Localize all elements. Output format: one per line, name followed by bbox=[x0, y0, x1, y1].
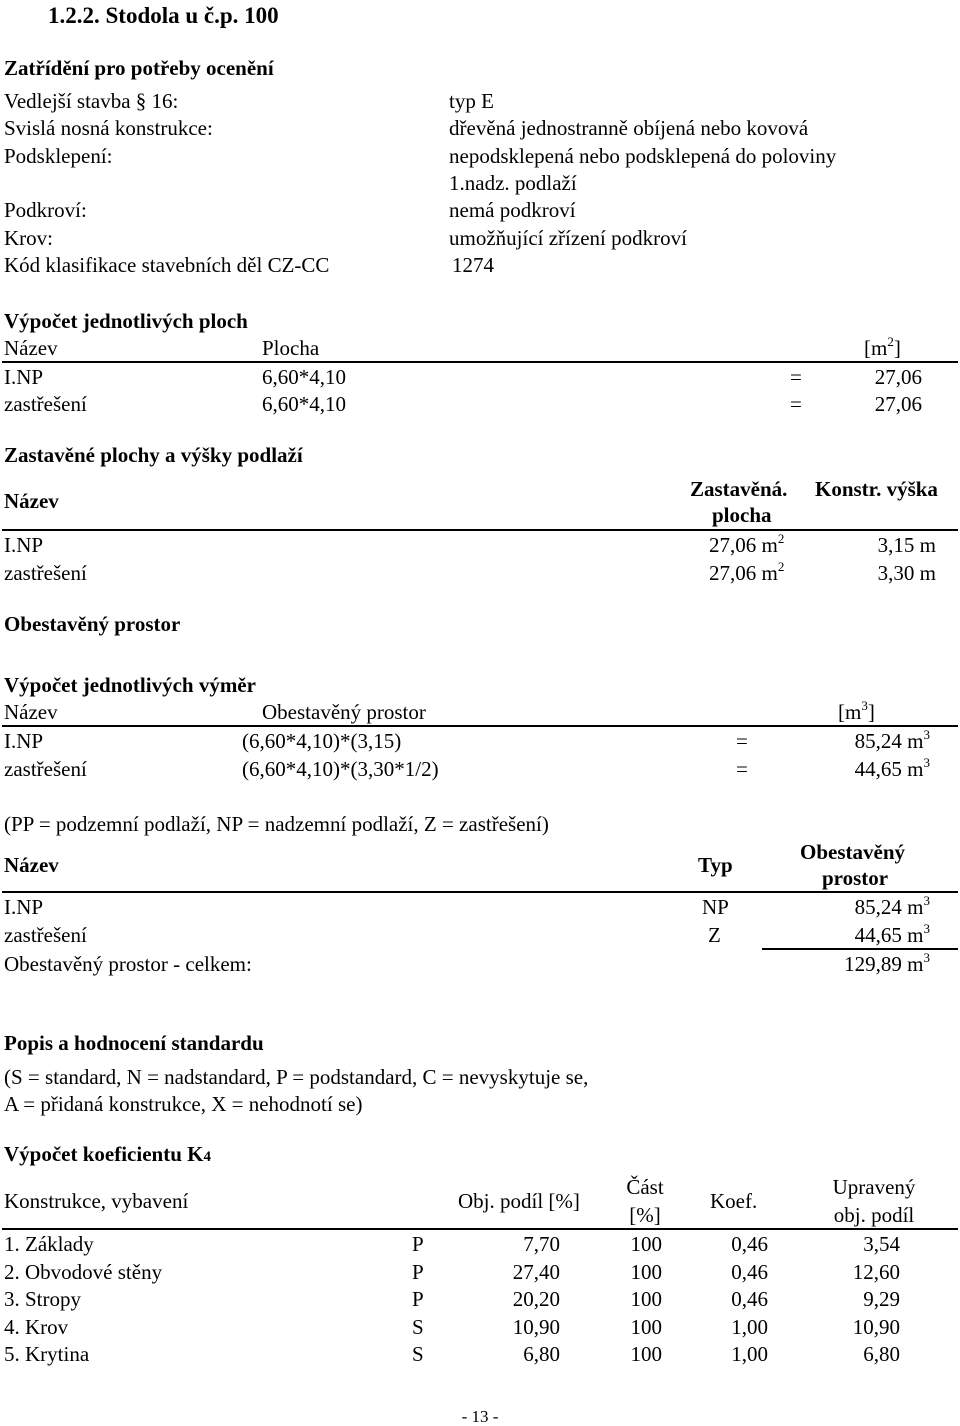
k4-row-4-part: 100 bbox=[630, 1315, 662, 1339]
areas-col-name: Název bbox=[4, 336, 58, 360]
k4-row-2-share: 27,40 bbox=[512, 1260, 560, 1284]
volumes-row-2-eq: = bbox=[736, 757, 748, 781]
k4-row-4-name: 4. Krov bbox=[4, 1315, 69, 1339]
k4-row-5-share: 6,80 bbox=[523, 1342, 560, 1366]
class-label-krov: Krov: bbox=[4, 226, 53, 250]
areas-col-plocha: Plocha bbox=[262, 336, 320, 360]
areas-row-1-name: I.NP bbox=[4, 365, 44, 389]
built-col-area-1: Zastavěná. bbox=[690, 477, 788, 501]
page-number: - 13 - bbox=[461, 1407, 499, 1426]
summary-total-label: Obestavěný prostor - celkem: bbox=[4, 952, 252, 976]
standard-title: Popis a hodnocení standardu bbox=[4, 1031, 264, 1055]
volumes-row-1-eq: = bbox=[736, 729, 748, 753]
k4-row-2-coef: 0,46 bbox=[731, 1260, 768, 1284]
class-value-konstrukce: dřevěná jednostranně obíjená nebo kovová bbox=[449, 116, 809, 140]
class-value-vedlejsi: typ E bbox=[449, 89, 494, 113]
class-label-podkrovi: Podkroví: bbox=[4, 198, 87, 222]
k4-row-2-name: 2. Obvodové stěny bbox=[4, 1260, 163, 1284]
k4-row-3-std: P bbox=[412, 1287, 424, 1311]
built-row-1-area: 27,06 $m^2$ bbox=[709, 531, 785, 557]
k4-row-3-coef: 0,46 bbox=[731, 1287, 768, 1311]
classification-title: Zatřídění pro potřeby ocenění bbox=[4, 56, 274, 80]
k4-row-3-name: 3. Stropy bbox=[4, 1287, 82, 1311]
class-value-podsklepeni: nepodsklepená nebo podsklepená do poloviny bbox=[449, 144, 837, 168]
built-header-rule bbox=[2, 529, 958, 531]
k4-row-2-part: 100 bbox=[630, 1260, 662, 1284]
areas-title: Výpočet jednotlivých ploch bbox=[4, 309, 248, 333]
k4-row-4-share: 10,90 bbox=[512, 1315, 560, 1339]
summary-row-1-value: 85,24 $m^3$ bbox=[854, 893, 930, 919]
class-label-podsklepeni: Podsklepení: bbox=[4, 144, 113, 168]
k4-row-5-coef: 1,00 bbox=[731, 1342, 768, 1366]
summary-row-2-type: Z bbox=[708, 923, 721, 947]
volume-title: Obestavěný prostor bbox=[4, 612, 181, 636]
k4-title: Výpočet koeficientu K4 bbox=[4, 1142, 211, 1166]
k4-row-3-share: 20,20 bbox=[512, 1287, 560, 1311]
areas-row-1-value: 27,06 bbox=[874, 365, 922, 389]
built-row-2-name: zastřešení bbox=[4, 561, 87, 585]
areas-row-1-formula: 6,60*4,10 bbox=[262, 365, 346, 389]
areas-header-rule bbox=[2, 361, 958, 363]
areas-row-2-value: 27,06 bbox=[874, 392, 922, 416]
volumes-col-unit: $[m^3]$ bbox=[838, 698, 875, 724]
k4-row-5-adj: 6,80 bbox=[863, 1342, 900, 1366]
k4-row-1-share: 7,70 bbox=[523, 1232, 560, 1256]
summary-row-2-name: zastřešení bbox=[4, 923, 87, 947]
k4-col-coef: Koef. bbox=[710, 1189, 758, 1213]
page-heading: 1.2.2. Stodola u č.p. 100 bbox=[48, 3, 279, 28]
summary-row-1-name: I.NP bbox=[4, 895, 44, 919]
k4-row-1-name: 1. Základy bbox=[4, 1232, 94, 1256]
areas-row-1-eq: = bbox=[790, 365, 802, 389]
k4-header-rule bbox=[2, 1228, 958, 1230]
areas-col-unit: $[m^2]$ bbox=[864, 334, 901, 360]
class-label-kod: Kód klasifikace stavebních děl CZ-CC bbox=[4, 253, 330, 277]
built-title: Zastavěné plochy a výšky podlaží bbox=[4, 443, 303, 467]
summary-col-name: Název bbox=[4, 853, 59, 877]
volumes-row-1-name: I.NP bbox=[4, 729, 44, 753]
volumes-row-2-value: 44,65 $m^3$ bbox=[854, 755, 930, 781]
k4-row-4-adj: 10,90 bbox=[852, 1315, 900, 1339]
class-value-podkrovi: nemá podkroví bbox=[449, 198, 576, 222]
volumes-title: Výpočet jednotlivých výměr bbox=[4, 673, 256, 697]
summary-col-type: Typ bbox=[698, 853, 733, 877]
k4-row-1-coef: 0,46 bbox=[731, 1232, 768, 1256]
built-col-height: Konstr. výška bbox=[815, 477, 938, 501]
built-col-area-2: plocha bbox=[712, 503, 772, 527]
class-value-krov: umožňující zřízení podkroví bbox=[449, 226, 687, 250]
summary-row-1-type: NP bbox=[702, 895, 729, 919]
class-label-vedlejsi: Vedlejší stavba § 16: bbox=[4, 89, 179, 113]
k4-row-5-part: 100 bbox=[630, 1342, 662, 1366]
k4-row-5-name: 5. Krytina bbox=[4, 1342, 90, 1366]
summary-header-rule bbox=[2, 891, 958, 893]
built-col-name: Název bbox=[4, 489, 59, 513]
k4-col-construction: Konstrukce, vybavení bbox=[4, 1189, 189, 1213]
k4-col-adj-2: obj. podíl bbox=[833, 1203, 915, 1227]
k4-row-1-adj: 3,54 bbox=[863, 1232, 900, 1256]
volumes-row-1-value: 85,24 $m^3$ bbox=[854, 727, 930, 753]
k4-row-2-adj: 12,60 bbox=[852, 1260, 900, 1284]
k4-row-1-std: P bbox=[412, 1232, 424, 1256]
areas-row-2-eq: = bbox=[790, 392, 802, 416]
standard-line-2: A = přidaná konstrukce, X = nehodnotí se) bbox=[4, 1092, 363, 1116]
built-row-2-height: 3,30 m bbox=[877, 561, 936, 585]
standard-line-1: (S = standard, N = nadstandard, P = podstandard, C = nevyskytuje se, bbox=[4, 1065, 589, 1089]
summary-col-volume-1: Obestavěný bbox=[800, 840, 905, 864]
areas-row-2-name: zastřešení bbox=[4, 392, 87, 416]
class-value-podsklepeni-2: 1.nadz. podlaží bbox=[449, 171, 577, 195]
k4-row-3-adj: 9,29 bbox=[863, 1287, 900, 1311]
areas-row-2-formula: 6,60*4,10 bbox=[262, 392, 346, 416]
volumes-col-formula: Obestavěný prostor bbox=[262, 700, 426, 724]
summary-total-value: 129,89 $m^3$ bbox=[844, 950, 930, 976]
class-label-konstrukce: Svislá nosná konstrukce: bbox=[4, 116, 213, 140]
summary-col-volume-2: prostor bbox=[822, 866, 889, 890]
built-row-2-area: 27,06 $m^2$ bbox=[709, 559, 785, 585]
k4-row-3-part: 100 bbox=[630, 1287, 662, 1311]
volumes-header-rule bbox=[2, 725, 958, 727]
summary-row-2-value: 44,65 $m^3$ bbox=[854, 921, 930, 947]
volumes-col-name: Název bbox=[4, 700, 58, 724]
k4-row-2-std: P bbox=[412, 1260, 424, 1284]
k4-col-part-1: Část bbox=[626, 1175, 664, 1199]
class-value-kod: 1274 bbox=[452, 253, 494, 277]
built-row-1-height: 3,15 m bbox=[877, 533, 936, 557]
summary-note: (PP = podzemní podlaží, NP = nadzemní podlaží, Z = zastřešení) bbox=[4, 812, 549, 836]
k4-col-adj-1: Upravený bbox=[832, 1175, 916, 1199]
volumes-row-1-formula: (6,60*4,10)*(3,15) bbox=[242, 729, 402, 753]
k4-row-5-std: S bbox=[412, 1342, 424, 1366]
k4-row-4-std: S bbox=[412, 1315, 424, 1339]
k4-col-share: Obj. podíl [%] bbox=[458, 1189, 580, 1213]
k4-row-1-part: 100 bbox=[630, 1232, 662, 1256]
k4-row-4-coef: 1,00 bbox=[731, 1315, 768, 1339]
volumes-row-2-name: zastřešení bbox=[4, 757, 87, 781]
k4-col-part-2: [%] bbox=[629, 1203, 661, 1227]
built-row-1-name: I.NP bbox=[4, 533, 44, 557]
volumes-row-2-formula: (6,60*4,10)*(3,30*1/2) bbox=[242, 757, 439, 781]
